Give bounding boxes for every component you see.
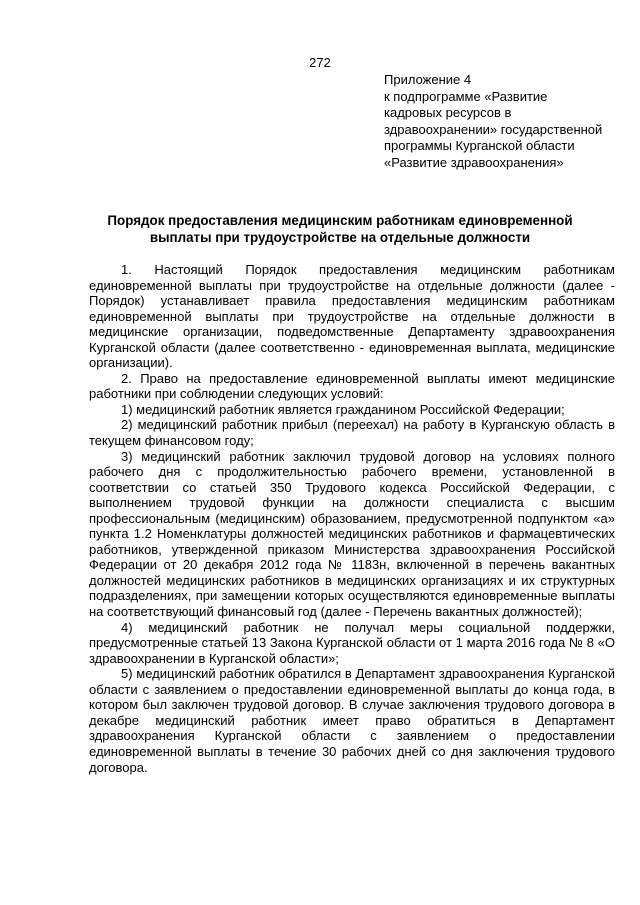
page-number: 272: [309, 55, 331, 70]
appendix-line: здравоохранении» государственной: [384, 121, 603, 137]
appendix-line: к подпрограмме «Развитие: [384, 88, 548, 104]
condition-5: 5) медицинский работник обратился в Департамент здравоохранения Курганской области с заявлением о предоставлении единовременной выплаты до конца года, в котором был заключен трудовой договор. В случае заключения трудового договора в декабре медицинский работник имеет право обратиться в Департамент здравоохранения Курганской области с заявлением о предоставлении единовременной выплаты в течение 30 рабочих дней со дня заключения трудового договора.: [89, 666, 615, 775]
condition-4: 4) медицинский работник не получал меры социальной поддержки, предусмотренные статьей 13 Закона Курганской области от 1 марта 2016 года № 8 «О здравоохранении в Курганской области»;: [89, 619, 615, 666]
title-line: выплаты при трудоустройстве на отдельные должности: [149, 229, 531, 245]
title-line: Порядок предоставления медицинским работникам единовременной: [107, 213, 573, 228]
paragraph-2: 2. Право на предоставление единовременной выплаты имеют медицинские работники при соблюдении следующих условий:: [89, 370, 615, 402]
appendix-reference: [384, 72, 624, 171]
document-body: [89, 262, 615, 775]
condition-2: 2) медицинский работник прибыл (переехал) на работу в Курганскую область в текущем финансовом году;: [89, 417, 615, 449]
document-title: [80, 213, 600, 246]
condition-1: 1) медицинский работник является гражданином Российской Федерации;: [121, 401, 565, 417]
condition-3: 3) медицинский работник заключил трудовой договор на условиях полного рабочего дня с продолжительностью рабочего времени, установленной в соответствии со статьей 350 Трудового кодекса Российской Федерации, с выполнением трудовой функции на должности специалиста с высшим профессиональным (медицинским) образованием, предусмотренной подпунктом «а» пункта 1.2 Номенклатуры должностей медицинских работников и фармацевтических работников, утвержденной приказом Министерства здравоохранения Российской Федерации от 20 декабря 2012 года № 1183н, включенной в перечень вакантных должностей медицинских работников в медицинских организациях и их структурных подразделениях, при замещении которых осуществляются единовременные выплаты на соответствующий финансовый год (далее - Перечень вакантных должностей);: [89, 448, 615, 620]
appendix-line: «Развитие здравоохранения»: [384, 154, 564, 170]
paragraph-1: 1. Настоящий Порядок предоставления медицинским работникам единовременной выплаты при трудоустройстве на отдельные должности (далее - Порядок) устанавливает правила предоставления медицинским работникам единовременной выплаты при трудоустройстве на отдельные должности в медицинские организации, подведомственные Департаменту здравоохранения Курганской области (далее соответственно - единовременная выплата, медицинские организации).: [89, 262, 615, 371]
appendix-line: Приложение 4: [384, 72, 472, 87]
appendix-line: программы Курганской области: [384, 138, 575, 153]
appendix-line: кадровых ресурсов в: [384, 105, 512, 120]
